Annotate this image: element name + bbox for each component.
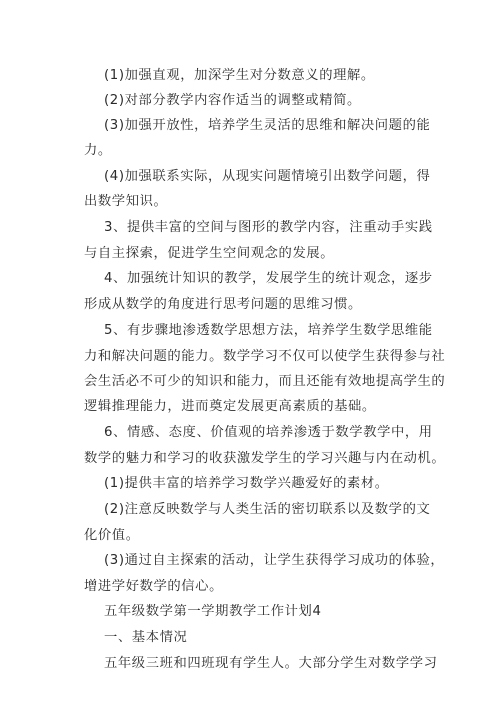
paragraph-line: (3)加强开放性，培养学生灵活的思维和解决问题的能 [104,118,431,133]
paragraph-line: 逻辑推理能力，进而奠定发展更高素质的基础。 [84,399,376,414]
paragraph-line: 五年级三班和四班现有学生人。大部分学生对数学学习 [104,656,438,671]
paragraph-line: 与自主探索，促进学生空间观念的发展。 [84,246,335,261]
paragraph-line: (4)加强联系实际，从现实问题情境引出数学问题，得 [104,169,431,184]
paragraph-line: 化价值。 [84,528,140,543]
paragraph-line: 力。 [84,143,112,158]
paragraph-line: 6、情感、态度、价值观的培养渗透于数学教学中，用 [104,425,433,440]
paragraph-line: 力和解决问题的能力。数学学习不仅可以使学生获得参与社 [84,349,446,364]
paragraph-line: 4、加强统计知识的教学，发展学生的统计观念，逐步 [104,271,433,286]
paragraph-line: (2)对部分教学内容作适当的调整或精简。 [104,93,361,108]
section-heading: 一、基本情况 [104,630,188,645]
paragraph-line: 形成从数学的角度进行思考问题的思维习惯。 [84,297,362,312]
paragraph-line: (1)加强直观，加深学生对分数意义的理解。 [104,68,375,83]
paragraph-line: (1)提供丰富的培养学习数学兴趣爱好的素材。 [104,476,389,491]
paragraph-line: (2)注意反映数学与人类生活的密切联系以及数学的文 [104,502,431,517]
paragraph-line: 出数学知识。 [84,194,168,209]
paragraph-line: 会生活必不可少的知识和能力，而且还能有效地提高学生的 [84,374,446,389]
paragraph-line: 5、有步骤地渗透数学思想方法，培养学生数学思维能 [104,323,433,338]
paragraph-line: 增进学好数学的信心。 [84,579,223,594]
paragraph-line: (3)通过自主探索的活动，让学生获得学习成功的体验， [104,553,445,568]
section-title: 五年级数学第一学期教学工作计划4 [104,604,322,619]
paragraph-line: 3、提供丰富的空间与图形的教学内容，注重动手实践 [104,220,433,235]
paragraph-line: 数学的魅力和学习的收获激发学生的学习兴趣与内在动机。 [84,451,446,466]
